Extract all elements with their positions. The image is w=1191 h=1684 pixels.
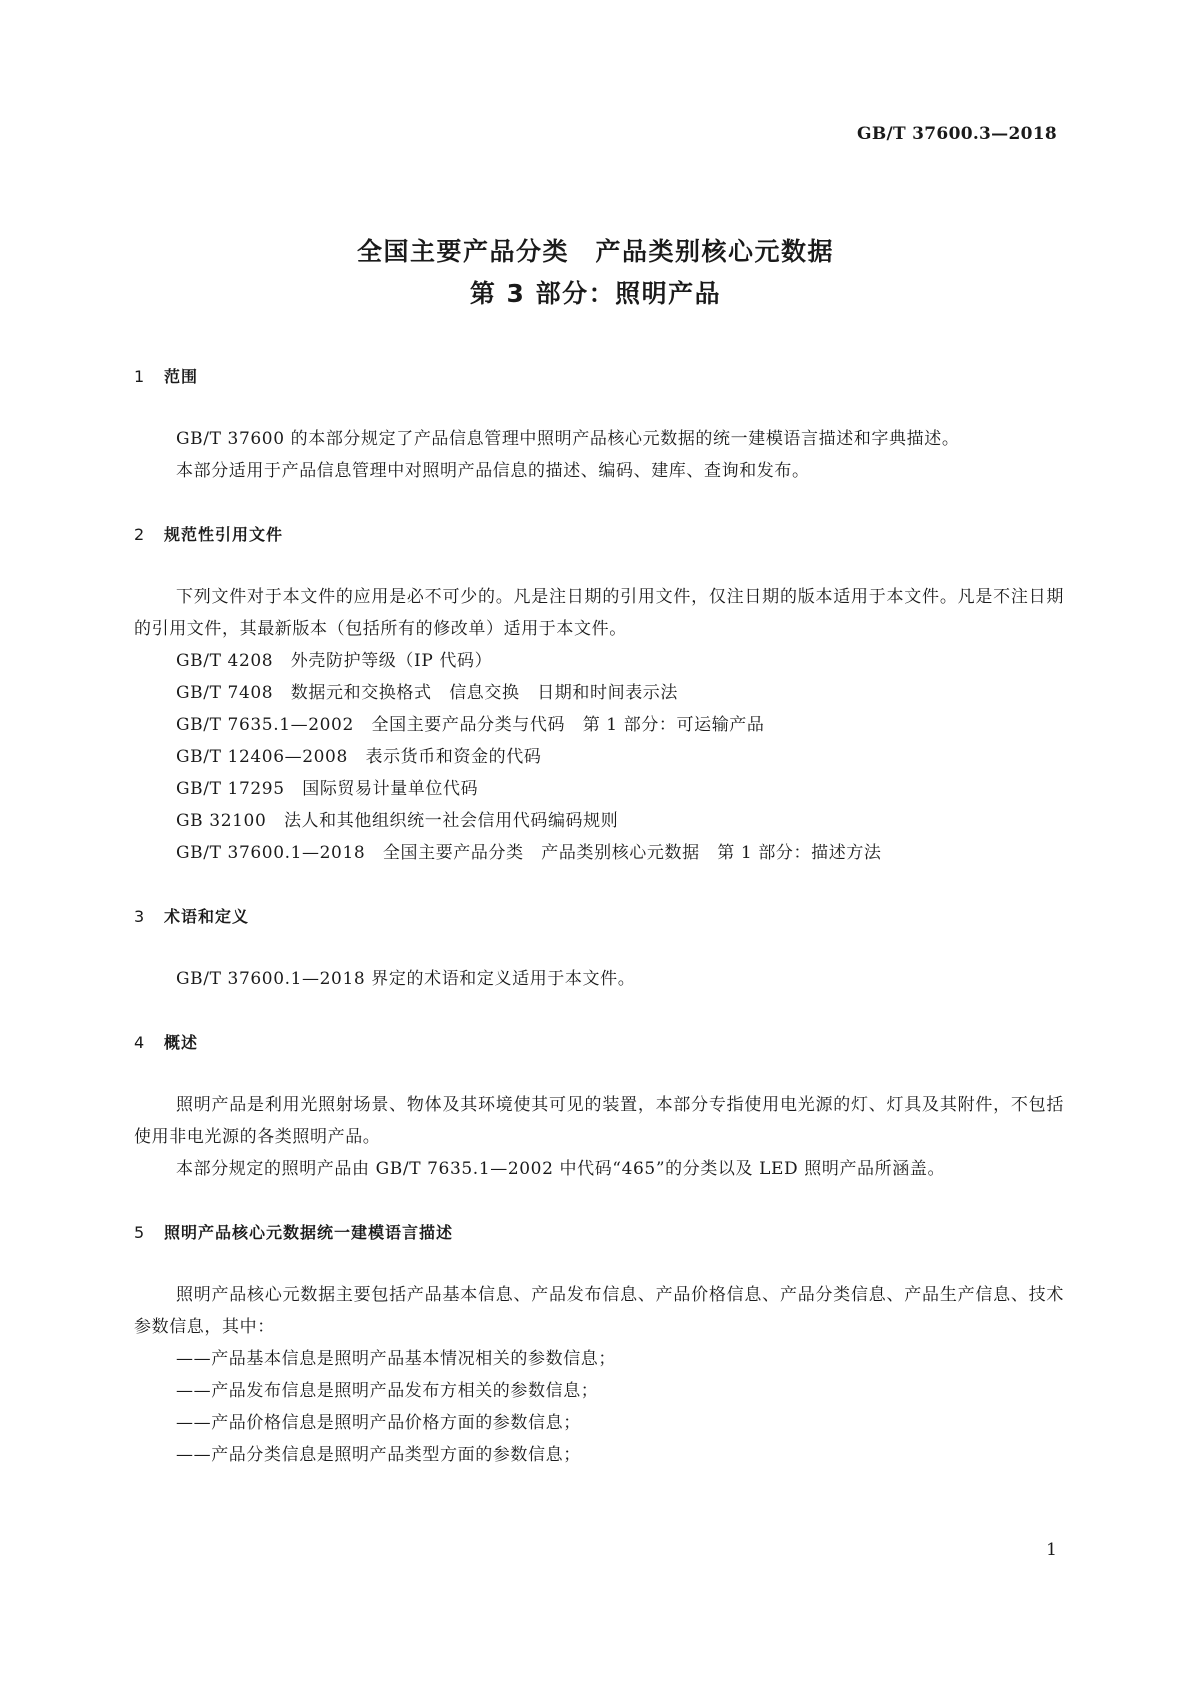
document-title-line-1: 全国主要产品分类 产品类别核心元数据 — [356, 237, 834, 266]
list-item: ——产品分类信息是照明产品类型方面的参数信息； — [176, 1445, 581, 1465]
standard-number: GB/T 37600.3—2018 — [857, 124, 1057, 144]
section-title: 照明产品核心元数据统一建模语言描述 — [164, 1223, 454, 1242]
section-heading-normative-references — [134, 523, 1064, 547]
section-title: 范围 — [164, 367, 199, 386]
section-heading-overview — [134, 1031, 1064, 1055]
section-number: 5 — [134, 1223, 146, 1242]
reference-item: GB/T 4208 外壳防护等级（IP 代码） — [176, 651, 493, 671]
paragraph: 本部分规定的照明产品由 GB/T 7635.1—2002 中代码“465”的分类以及 LED 照明产品所涵盖。 — [176, 1159, 946, 1179]
list-item: ——产品价格信息是照明产品价格方面的参数信息； — [176, 1413, 581, 1433]
list-item: ——产品发布信息是照明产品发布方相关的参数信息； — [176, 1381, 599, 1401]
section-heading-uml-description — [134, 1221, 1064, 1245]
paragraph: GB/T 37600 的本部分规定了产品信息管理中照明产品核心元数据的统一建模语言描述和字典描述。 — [176, 429, 960, 449]
section-number: 4 — [134, 1033, 146, 1052]
section-heading-terms-definitions — [134, 905, 1064, 929]
section-title: 概述 — [164, 1033, 199, 1052]
paragraph: 下列文件对于本文件的应用是必不可少的。凡是注日期的引用文件，仅注日期的版本适用于本文件。凡是不注日期的引用文件，其最新版本（包括所有的修改单）适用于本文件。 — [134, 587, 1064, 639]
reference-item: GB/T 17295 国际贸易计量单位代码 — [176, 779, 479, 799]
paragraph: GB/T 37600.1—2018 界定的术语和定义适用于本文件。 — [176, 969, 636, 989]
document-body — [134, 365, 1064, 1471]
list-item: ——产品基本信息是照明产品基本情况相关的参数信息； — [176, 1349, 616, 1369]
section-number: 1 — [134, 367, 146, 386]
page-number: 1 — [1046, 1540, 1057, 1560]
paragraph: 照明产品是利用光照射场景、物体及其环境使其可见的装置，本部分专指使用电光源的灯、灯具及其附件，不包括使用非电光源的各类照明产品。 — [134, 1095, 1064, 1147]
section-number: 2 — [134, 525, 146, 544]
section-number: 3 — [134, 907, 146, 926]
section-title: 规范性引用文件 — [164, 525, 284, 544]
reference-item: GB/T 37600.1—2018 全国主要产品分类 产品类别核心元数据 第 1 部分：描述方法 — [176, 843, 882, 863]
paragraph: 照明产品核心元数据主要包括产品基本信息、产品发布信息、产品价格信息、产品分类信息、产品生产信息、技术参数信息，其中： — [134, 1285, 1064, 1337]
reference-item: GB/T 7635.1—2002 全国主要产品分类与代码 第 1 部分：可运输产品 — [176, 715, 765, 735]
reference-item: GB/T 12406—2008 表示货币和资金的代码 — [176, 747, 542, 767]
reference-item: GB/T 7408 数据元和交换格式 信息交换 日期和时间表示法 — [176, 683, 679, 703]
reference-item: GB 32100 法人和其他组织统一社会信用代码编码规则 — [176, 811, 619, 831]
document-title-line-2: 第 3 部分：照明产品 — [469, 279, 722, 308]
paragraph: 本部分适用于产品信息管理中对照明产品信息的描述、编码、建库、查询和发布。 — [176, 461, 810, 481]
section-heading-scope — [134, 365, 1064, 389]
section-title: 术语和定义 — [164, 907, 250, 926]
